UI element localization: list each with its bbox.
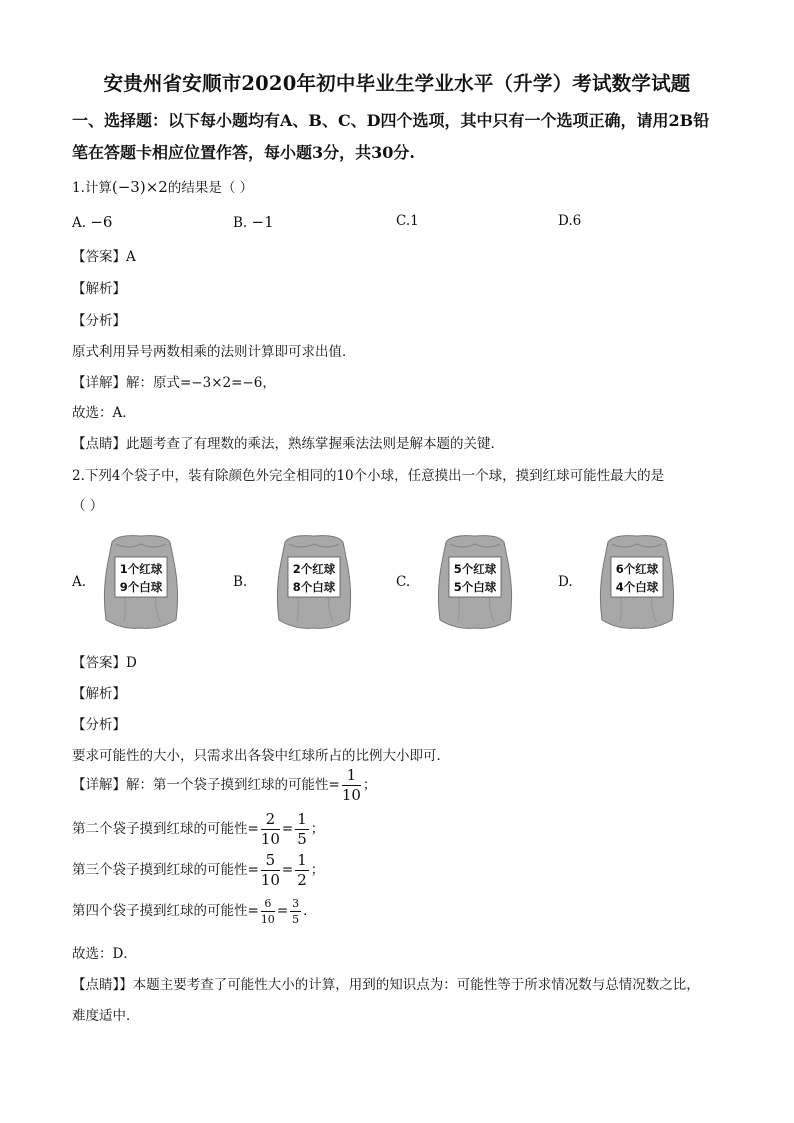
q1-choice: 故选：A．	[72, 405, 136, 421]
q1-option-d: D.6	[558, 213, 582, 229]
bag-d-image	[594, 532, 680, 632]
q1-option-c: C.1	[396, 213, 419, 229]
q1-answer: 【答案】A	[72, 249, 136, 265]
q2-jiexi-heading: 【解析】	[72, 686, 126, 702]
question-2-stem-line1: 2.下列4个袋子中，装有除颜色外完全相同的10个小球，任意摸出一个球，摸到红球可能性最大的是	[72, 468, 665, 484]
fraction-3-5: $\frac{3}{5}$	[292, 897, 300, 926]
fraction-6-10: $\frac{6}{10}$	[260, 897, 275, 926]
q1-fenxi-heading: 【分析】	[72, 313, 126, 329]
fraction-2-10: $\frac{2}{10}$	[260, 810, 280, 848]
bag-b-label: B.	[233, 574, 248, 590]
q2-detail-line4: 第四个袋子摸到红球的可能性= $\frac{6}{10}$ = $\frac{3}{5}$ ．	[72, 897, 317, 926]
bag-a-image	[98, 532, 184, 632]
q2-detail-line1: 【详解】解：第一个袋子摸到红球的可能性= $\frac{1}{10}$ ；	[72, 766, 377, 804]
fraction-1-5: $\frac{1}{5}$	[297, 810, 307, 848]
q2-detail-line3: 第三个袋子摸到红球的可能性= $\frac{5}{10}$ = $\frac{1}{2}$ ；	[72, 851, 325, 889]
question-2-stem-line2: （ ）	[72, 498, 104, 514]
bag-b-image	[271, 532, 357, 632]
q2-fenxi-heading: 【分析】	[72, 717, 126, 733]
page-title: 安贵州省安顺市2020年初中毕业生学业水平（升学）考试数学试题	[103, 72, 691, 95]
bag-c-line2: 5个白球	[453, 580, 497, 594]
bag-a-label: A.	[72, 574, 87, 590]
bag-c-label: C.	[396, 574, 411, 590]
question-1-stem	[72, 176, 253, 196]
q1-option-b: B. −1	[233, 213, 274, 231]
fraction-1-10: $\frac{1}{10}$	[341, 766, 361, 804]
q2-detail-line2: 第二个袋子摸到红球的可能性= $\frac{2}{10}$ = $\frac{1}{5}$ ；	[72, 810, 325, 848]
bag-a-line1: 1个红球	[119, 562, 163, 576]
q2-comment-line1: 【点睛】】本题主要考查了可能性大小的计算，用到的知识点为：可能性等于所求情况数与总情况数之比，	[72, 977, 700, 993]
bag-c-image	[432, 532, 518, 632]
q2-comment-line2: 难度适中．	[72, 1008, 140, 1024]
q2-choice: 故选：D．	[72, 946, 137, 962]
q1-option-a: A. −6	[72, 213, 113, 231]
q1-comment: 【点睛】此题考查了有理数的乘法，熟练掌握乘法法则是解本题的关键．	[72, 436, 504, 452]
q1-analysis: 原式利用异号两数相乘的法则计算即可求出值．	[72, 344, 356, 360]
bag-d-label: D.	[558, 574, 573, 590]
bag-a-line2: 9个白球	[119, 580, 163, 594]
bag-b-line2: 8个白球	[292, 580, 336, 594]
bag-c-line1: 5个红球	[453, 562, 497, 576]
q1-detail: 【详解】解：原式=−3×2=−6，	[72, 375, 276, 391]
q1-jiexi-heading: 【解析】	[72, 281, 126, 297]
fraction-5-10: $\frac{5}{10}$	[260, 851, 280, 889]
bag-d-line1: 6个红球	[615, 562, 659, 576]
q2-analysis: 要求可能性的大小，只需求出各袋中红球所占的比例大小即可．	[72, 748, 450, 764]
bag-d-line2: 4个白球	[615, 580, 659, 594]
question-1-expression: (−3)×2	[111, 178, 168, 196]
fraction-1-2: $\frac{1}{2}$	[297, 851, 307, 889]
section-instructions-line1: 一、选择题：以下每小题均有A、B、C、D四个选项，其中只有一个选项正确，请用2B铅	[72, 111, 710, 130]
bag-b-line1: 2个红球	[292, 562, 336, 576]
question-1-prefix: 1.计算	[72, 180, 112, 196]
section-instructions-line2: 笔在答题卡相应位置作答，每小题3分，共30分.	[72, 143, 415, 162]
question-1-suffix: 的结果是（ ）	[167, 180, 254, 196]
q2-answer: 【答案】D	[72, 655, 137, 671]
